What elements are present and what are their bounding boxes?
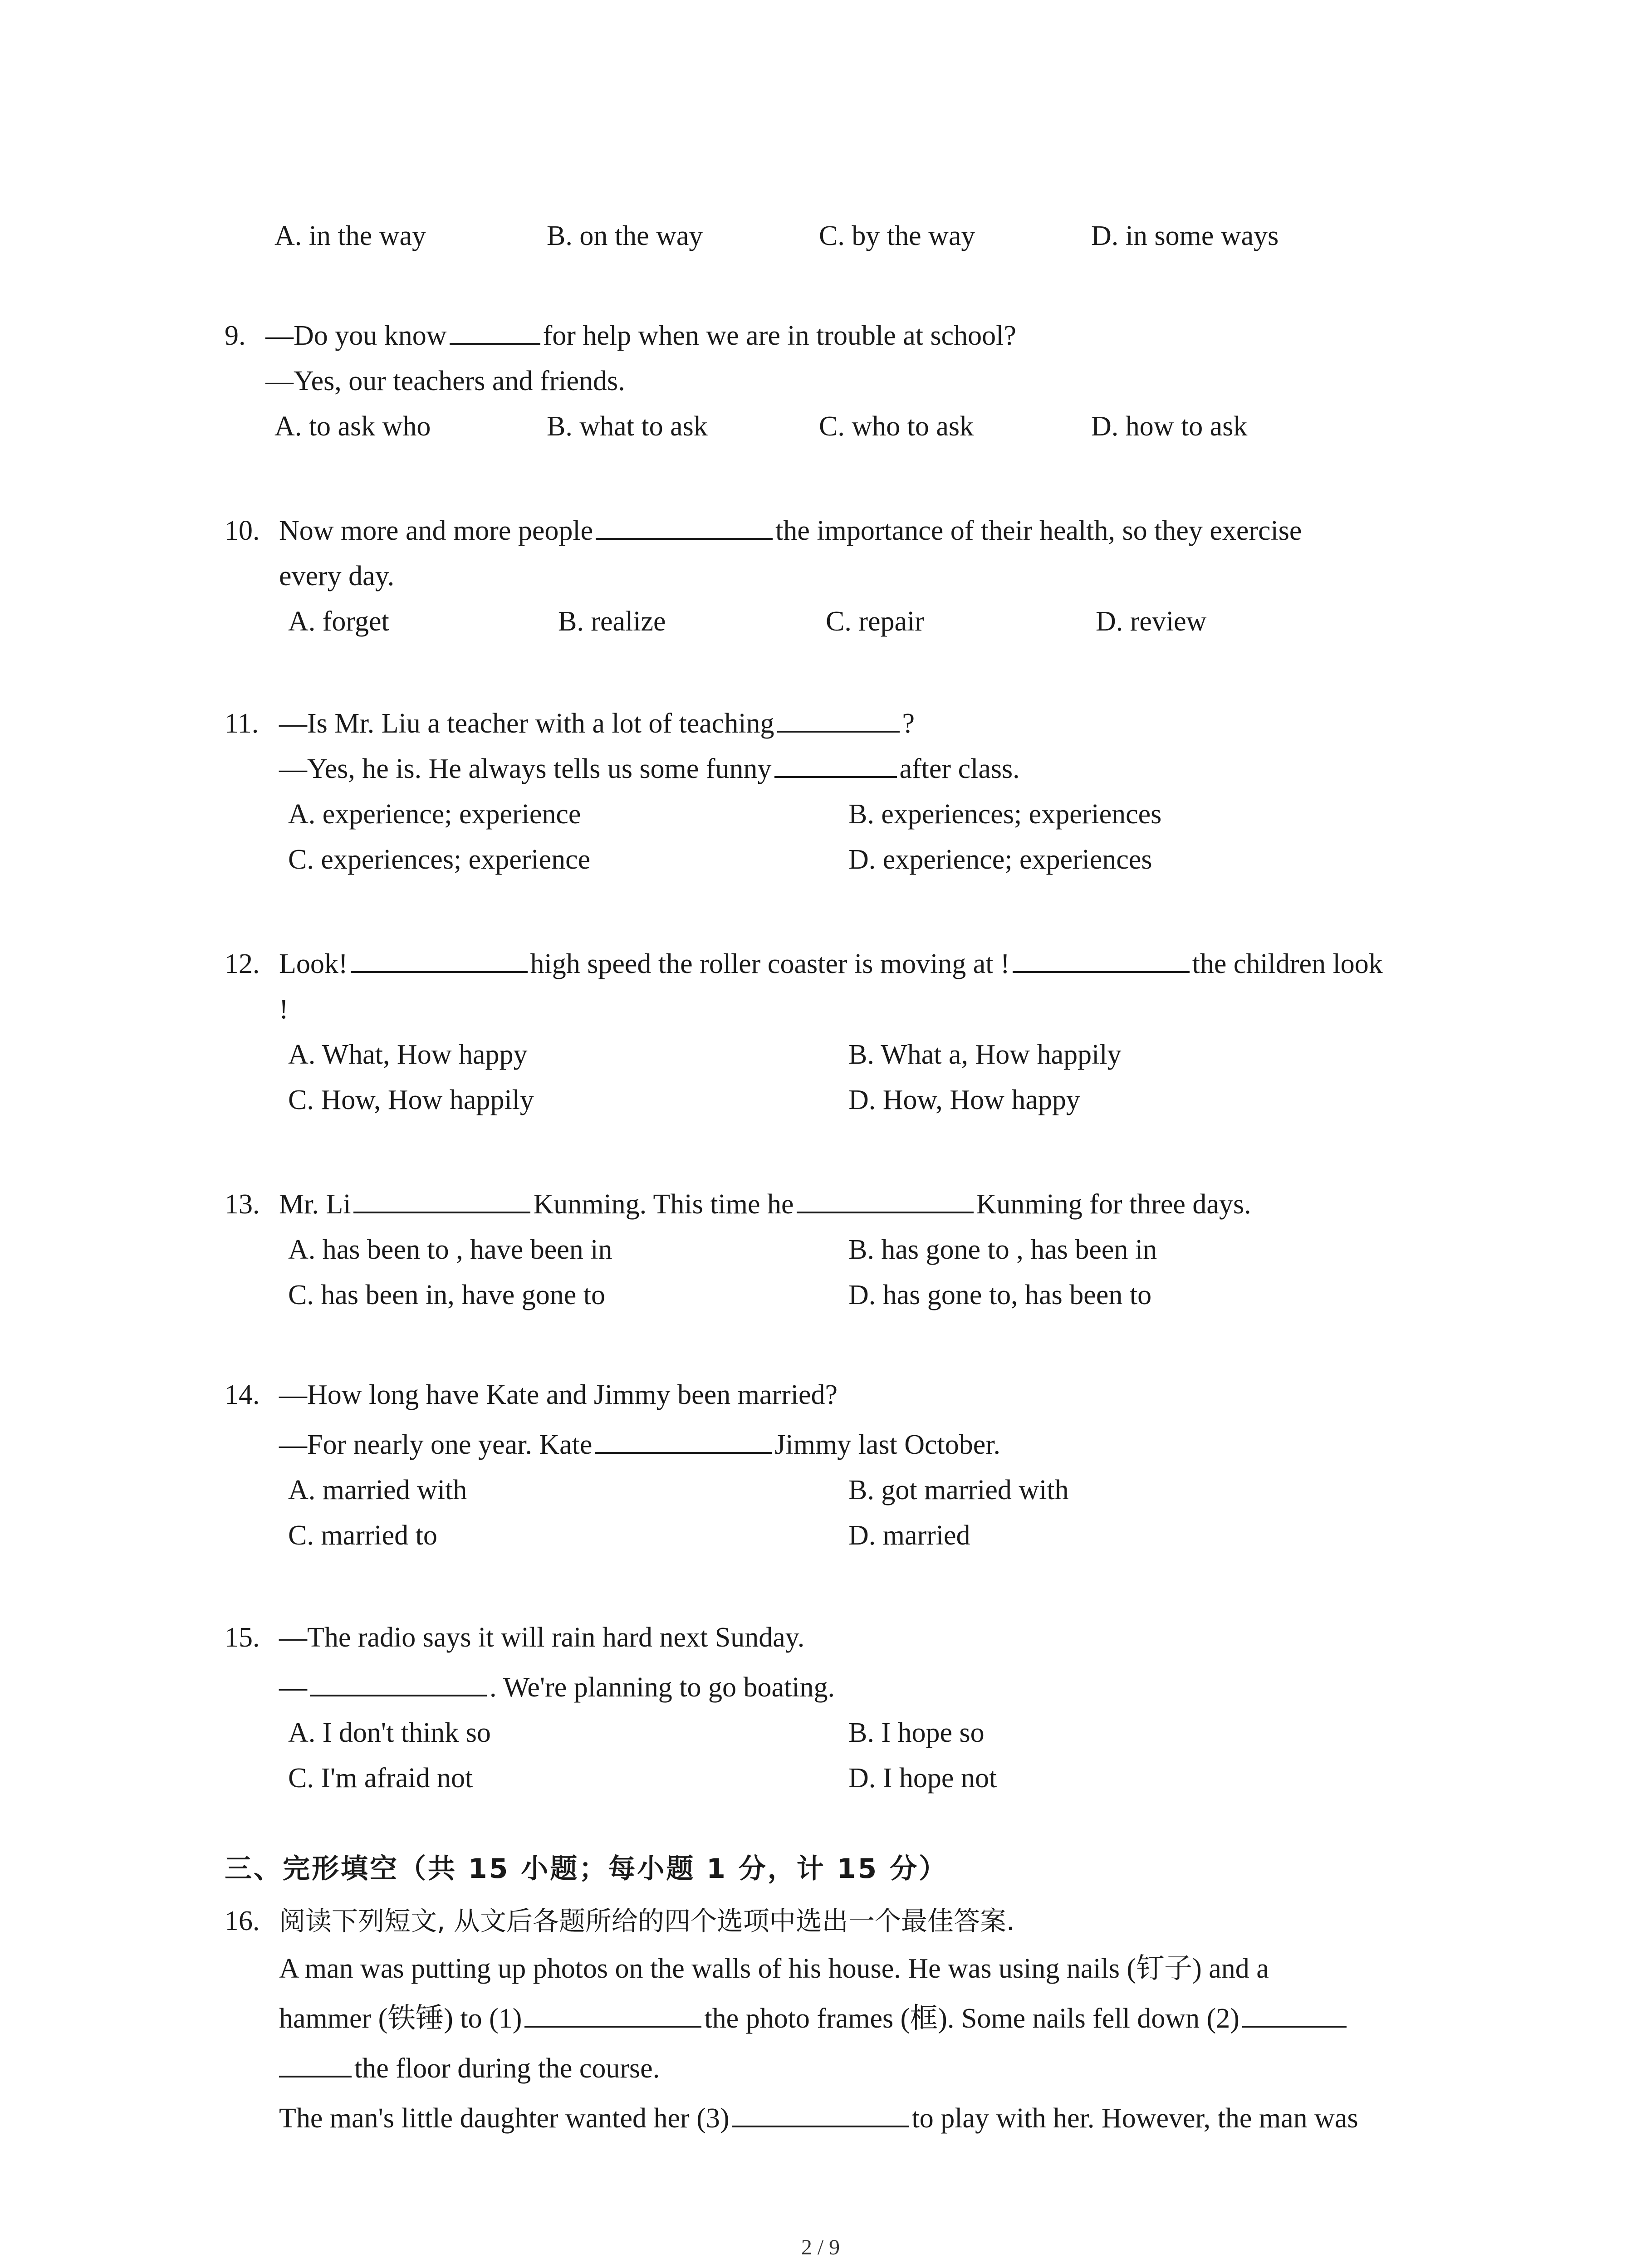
q15-option-b[interactable]: B. I hope so [848,1717,985,1748]
q11-blank-1[interactable] [777,703,900,733]
q12-question [279,941,1383,987]
q12-text-c: the children look [1192,948,1383,979]
q12-continuation: ! [279,994,289,1025]
q16-p1l3: the floor during the course. [354,2053,660,2084]
q11-option-a[interactable]: A. experience; experience [288,799,581,830]
q14-reply-b: Jimmy last October. [774,1429,1001,1460]
q13-blank-1[interactable] [353,1183,530,1213]
q14-question: —How long have Kate and Jimmy been married? [279,1379,838,1410]
q9-blank[interactable] [450,315,540,345]
q8-option-a[interactable]: A. in the way [274,220,426,251]
q16-paragraph-1-line-3 [279,2046,660,2091]
q12-blank-1[interactable] [351,943,528,973]
q16-p1l2-b: the photo frames (框). Some nails fell down (2) [704,2003,1239,2034]
q9-option-b[interactable]: B. what to ask [547,411,708,442]
q9-option-a[interactable]: A. to ask who [274,411,431,442]
q10-blank[interactable] [596,510,773,540]
q12-option-d[interactable]: D. How, How happy [848,1085,1080,1115]
q13-option-b[interactable]: B. has gone to , has been in [848,1234,1157,1265]
q13-text-a: Mr. Li [279,1189,351,1220]
q10-option-a[interactable]: A. forget [288,606,389,637]
q13-text-b: Kunming. This time he [533,1189,794,1220]
q15-question: —The radio says it will rain hard next Sunday. [279,1622,805,1653]
q11-text-a: —Is Mr. Liu a teacher with a lot of teaching [279,708,774,739]
q10-option-d[interactable]: D. review [1096,606,1207,637]
q16-paragraph-1-line-2 [279,1996,1349,2041]
q12-number: 12. [225,948,260,979]
q14-option-b[interactable]: B. got married with [848,1475,1069,1505]
q16-p2l1-a: The man's little daughter wanted her (3) [279,2103,730,2134]
q16-p2l1-b: to play with her. However, the man was [911,2103,1358,2134]
q12-text-a: Look! [279,948,348,979]
q15-reply [279,1665,835,1710]
q9-text-b: for help when we are in trouble at school? [543,320,1016,351]
q15-reply-a: — [279,1672,307,1703]
q10-option-c[interactable]: C. repair [826,606,924,637]
q12-option-b[interactable]: B. What a, How happily [848,1039,1122,1070]
q9-reply: —Yes, our teachers and friends. [265,366,625,396]
q15-reply-b: . We're planning to go boating. [490,1672,835,1703]
q13-blank-2[interactable] [797,1183,974,1213]
q12-text-b: high speed the roller coaster is moving at ! [530,948,1010,979]
q16-blank-3[interactable] [732,2097,909,2127]
q10-number: 10. [225,515,260,546]
q14-option-d[interactable]: D. married [848,1520,970,1551]
q10-option-b[interactable]: B. realize [558,606,666,637]
q10-text-b: the importance of their health, so they exercise [775,515,1302,546]
q9-option-c[interactable]: C. who to ask [819,411,974,442]
q15-option-d[interactable]: D. I hope not [848,1763,997,1794]
q16-paragraph-1-line-1: A man was putting up photos on the walls of his house. He was using nails (钉子) and a [279,1953,1269,1984]
q8-option-b[interactable]: B. on the way [547,220,703,251]
q9-text-a: —Do you know [265,320,447,351]
q9-number: 9. [225,320,246,351]
q13-option-d[interactable]: D. has gone to, has been to [848,1280,1152,1310]
q15-option-c[interactable]: C. I'm afraid not [288,1763,473,1794]
section-heading: 三、完形填空（共 15 小题；每小题 1 分，计 15 分） [225,1853,948,1885]
q11-option-b[interactable]: B. experiences; experiences [848,799,1162,830]
q8-option-c[interactable]: C. by the way [819,220,975,251]
q13-option-c[interactable]: C. has been in, have gone to [288,1280,606,1310]
q12-blank-2[interactable] [1013,943,1190,973]
q10-text-a: Now more and more people [279,515,593,546]
q10-continuation: every day. [279,561,395,591]
q16-paragraph-2-line-1 [279,2096,1358,2141]
q15-option-a[interactable]: A. I don't think so [288,1717,491,1748]
q14-reply-a: —For nearly one year. Kate [279,1429,593,1460]
q8-option-d[interactable]: D. in some ways [1091,220,1279,251]
q11-option-d[interactable]: D. experience; experiences [848,844,1152,875]
q16-blank-2-cont[interactable] [279,2048,352,2077]
q16-p1l2-a: hammer (铁锤) to (1) [279,2003,522,2034]
q14-number: 14. [225,1379,260,1410]
q14-option-a[interactable]: A. married with [288,1475,467,1505]
q9-question [265,313,1016,358]
q16-number: 16. [225,1906,260,1936]
q15-blank[interactable] [310,1667,487,1696]
q16-blank-1[interactable] [524,1998,701,2028]
q11-reply-b: after class. [899,753,1020,784]
q11-reply [279,746,1020,792]
q11-reply-a: —Yes, he is. He always tells us some funny [279,753,772,784]
page-number: 2 / 9 [801,2235,840,2259]
q13-question [279,1182,1251,1227]
q13-text-c: Kunming for three days. [976,1189,1251,1220]
q11-option-c[interactable]: C. experiences; experience [288,844,591,875]
q12-option-a[interactable]: A. What, How happy [288,1039,528,1070]
q15-number: 15. [225,1622,260,1653]
q11-question [279,701,915,746]
q14-option-c[interactable]: C. married to [288,1520,437,1551]
q11-blank-2[interactable] [774,748,897,778]
q11-text-b: ? [902,708,915,739]
q13-number: 13. [225,1189,260,1220]
q16-blank-2[interactable] [1242,1998,1347,2028]
q13-option-a[interactable]: A. has been to , have been in [288,1234,612,1265]
q9-option-d[interactable]: D. how to ask [1091,411,1248,442]
q10-question [279,508,1302,553]
q11-number: 11. [225,708,259,739]
q12-option-c[interactable]: C. How, How happily [288,1085,534,1115]
q14-reply [279,1422,1000,1467]
q16-instruction: 阅读下列短文, 从文后各题所给的四个选项中选出一个最佳答案. [279,1906,1015,1936]
q14-blank[interactable] [595,1424,772,1454]
